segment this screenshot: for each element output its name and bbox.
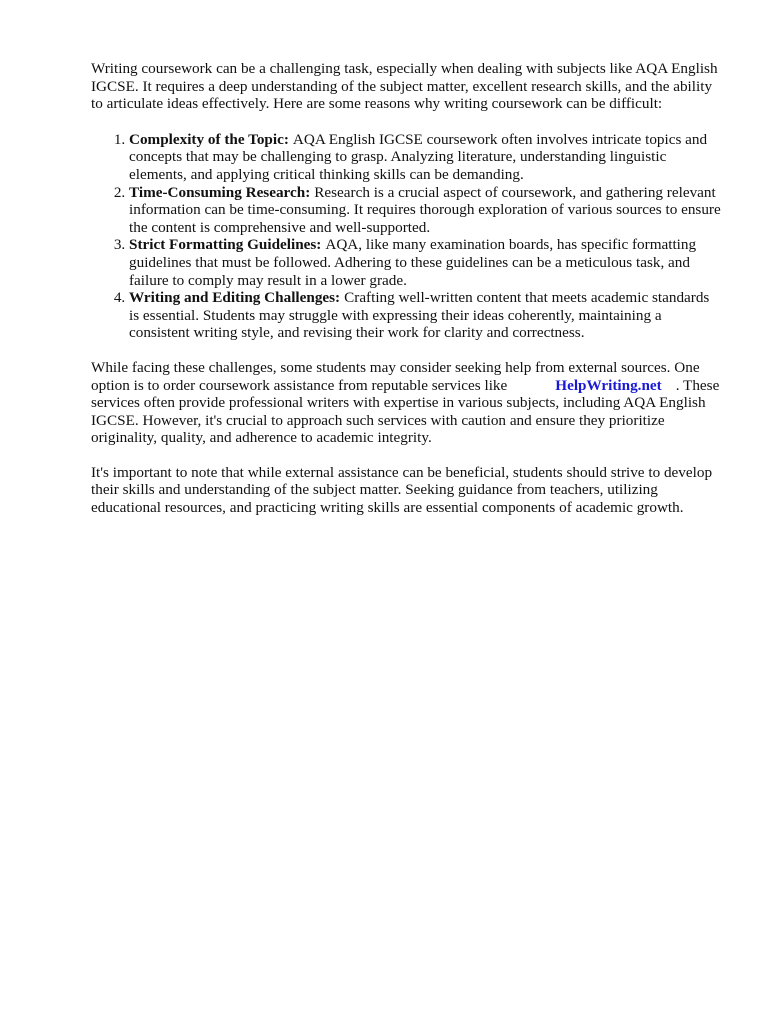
list-item <box>129 131 723 184</box>
reason-title: Time-Consuming Research: <box>129 183 311 201</box>
reason-text: AQA English IGCSE coursework often involves intricate topics and concepts that may be challenging to grasp. Analyzing literature, understanding linguistic elements, and applying critical thinking skills can be demanding. <box>129 130 708 183</box>
reasons-list <box>91 131 723 342</box>
list-item <box>129 289 723 342</box>
reason-title: Strict Formatting Guidelines: <box>129 236 322 254</box>
closing-paragraph: It's important to note that while external assistance can be beneficial, students should strive to develop their skills and understanding of the subject matter. Seeking guidance from teachers, utilizing educational resources, and practicing writing skills are essential components of academic growth. <box>91 463 713 517</box>
reason-text: AQA, like many examination boards, has specific formatting guidelines that must be followed. Adhering to these guidelines can be a meticulous task, and failure to comply may result in a lower grade. <box>129 236 697 289</box>
helpwriting-link[interactable]: HelpWriting.net <box>555 376 662 394</box>
list-item <box>129 184 723 237</box>
list-item <box>129 236 723 289</box>
help-text-after: . These services often provide professional writers with expertise in various subjects, including AQA English IGCSE. However, it's crucial to approach such services with caution and ensure they prioritize originality, quality, and adherence to academic integrity. <box>91 376 720 447</box>
document-page <box>91 60 723 517</box>
reason-text: Research is a crucial aspect of coursework, and gathering relevant information can be time-consuming. It requires thorough exploration of various sources to ensure the content is comprehensive and well-supported. <box>129 183 721 236</box>
reason-text: Crafting well-written content that meets academic standards is essential. Students may struggle with expressing their ideas coherently, maintaining a consistent writing style, and revising their work for clarity and correctness. <box>129 289 710 342</box>
intro-paragraph: Writing coursework can be a challenging task, especially when dealing with subjects like AQA English IGCSE. It requires a deep understanding of the subject matter, excellent research skills, and the ability to articulate ideas effectively. Here are some reasons why writing coursework can be difficult: <box>91 60 718 113</box>
reason-title: Writing and Editing Challenges: <box>129 289 341 307</box>
reason-title: Complexity of the Topic: <box>129 130 289 148</box>
help-text-before: While facing these challenges, some students may consider seeking help from external sources. One option is to order coursework assistance from reputable services like <box>91 358 700 394</box>
help-paragraph <box>91 359 723 447</box>
